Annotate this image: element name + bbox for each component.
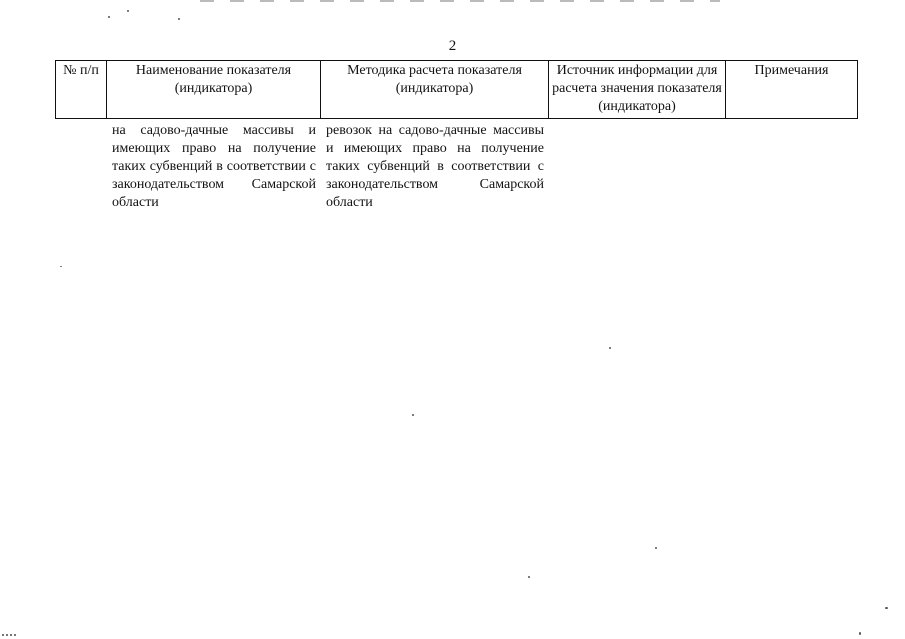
scan-speck (859, 632, 861, 635)
calculation-method-continuation: ревозок на садово-дачные массивы и имеющих право на получение таких субвенций в соответствии с законодательством Самарской области (326, 123, 544, 210)
scan-speck (885, 607, 888, 609)
scan-speck (655, 547, 657, 549)
header-information-source: Источник информации для расчета значения показателя (индикатора) (549, 61, 726, 119)
indicator-name-continuation: на садово-дачные массивы и имеющих право на получение таких субвенций в соответствии с законодательством Самарской области (112, 123, 316, 210)
scan-speck (108, 16, 110, 18)
page-number: 2 (448, 38, 457, 54)
scan-speck (412, 414, 414, 416)
scan-speck (528, 576, 530, 578)
scan-artifact-edge (2, 634, 16, 636)
header-indicator-name: Наименование показателя (индикатора) (107, 61, 321, 119)
scan-speck (178, 18, 180, 20)
scan-speck (609, 347, 611, 349)
scan-artifact-top (200, 0, 720, 2)
header-calculation-method: Методика расчета показателя (индикатора) (321, 61, 549, 119)
header-notes: Примечания (726, 61, 858, 119)
table-header-row (56, 61, 858, 119)
indicator-table-header (55, 60, 858, 119)
scan-speck (60, 266, 62, 267)
scan-speck (127, 10, 129, 12)
header-number: № п/п (56, 61, 107, 119)
